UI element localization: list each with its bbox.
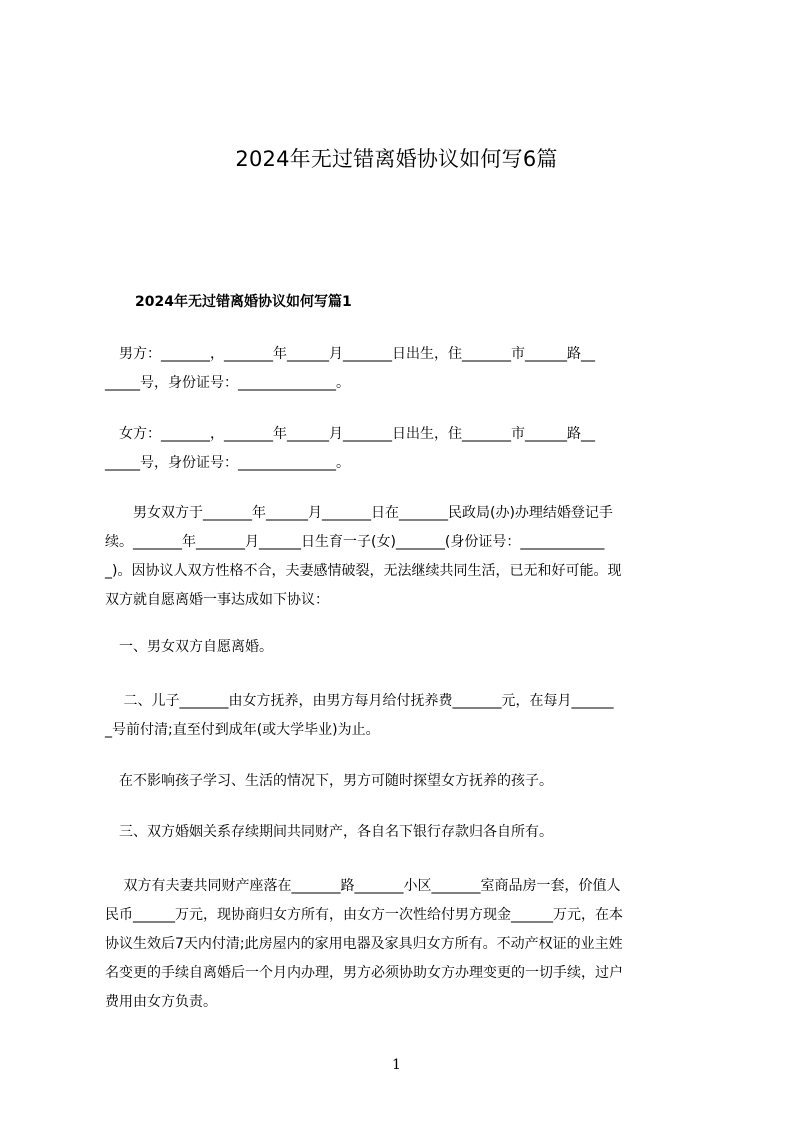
text-line: _)。因协议人双方性格不合，夫妻感情破裂，无法继续共同生活，已无和好可能。现	[105, 563, 622, 579]
text-line: _号前付清;直至付到成年(或大学毕业)为止。	[105, 722, 380, 738]
page-number: 1	[392, 1057, 401, 1073]
text-line: 男方：_______，_______年______月_______日出生，住_______市______路__	[105, 346, 595, 362]
text-line: 三、双方婚姻关系存续期间共同财产，各自名下银行存款归各自所有。	[105, 824, 553, 840]
text-line: 民币______万元，现协商归女方所有，由女方一次性给付男方现金______万元，在本	[105, 907, 623, 923]
text-line: 一、男女双方自愿离婚。	[105, 639, 273, 655]
paragraph-clause-1	[105, 633, 705, 662]
paragraph-male-party	[105, 340, 705, 398]
paragraph-property	[105, 872, 705, 1017]
paragraph-female-party	[105, 420, 705, 478]
text-line: 费用由女方负责。	[105, 994, 217, 1010]
text-line: 续。_______年_______月______日生育一子(女)_______(身份证号：____________	[105, 534, 605, 550]
text-line: 协议生效后7天内付清;此房屋内的家用电器及家具归女方所有。不动产权证的业主姓	[105, 936, 623, 952]
text-line: _____号，身份证号：______________。	[105, 375, 350, 391]
paragraph-clause-2	[105, 687, 705, 745]
text-line: 双方就自愿离婚一事达成如下协议：	[105, 592, 329, 608]
text-line: 二、儿子_______由女方抚养，由男方每月给付抚养费_______元，在每月______	[105, 693, 614, 709]
text-line: 男女双方于_______年______月_______日在_______民政局(办)办理结婚登记手	[105, 505, 613, 521]
text-line: 名变更的手续自离婚后一个月内办理，男方必须协助女方办理变更的一切手续，过户	[105, 965, 623, 981]
paragraph-marriage-info	[105, 499, 705, 615]
text-line: 女方：_______，_______年______月_______日出生，住_______市______路__	[105, 426, 595, 442]
paragraph-visitation	[105, 767, 705, 796]
text-line: 双方有夫妻共同财产座落在_______路_______小区_______室商品房一套，价值人	[105, 878, 621, 894]
text-line: _____号，身份证号：______________。	[105, 455, 350, 471]
section-heading: 2024年无过错离婚协议如何写篇1	[135, 294, 352, 310]
document-title: 2024年无过错离婚协议如何写6篇	[235, 147, 558, 171]
paragraph-clause-3	[105, 818, 705, 847]
text-line: 在不影响孩子学习、生活的情况下，男方可随时探望女方抚养的孩子。	[105, 773, 553, 789]
